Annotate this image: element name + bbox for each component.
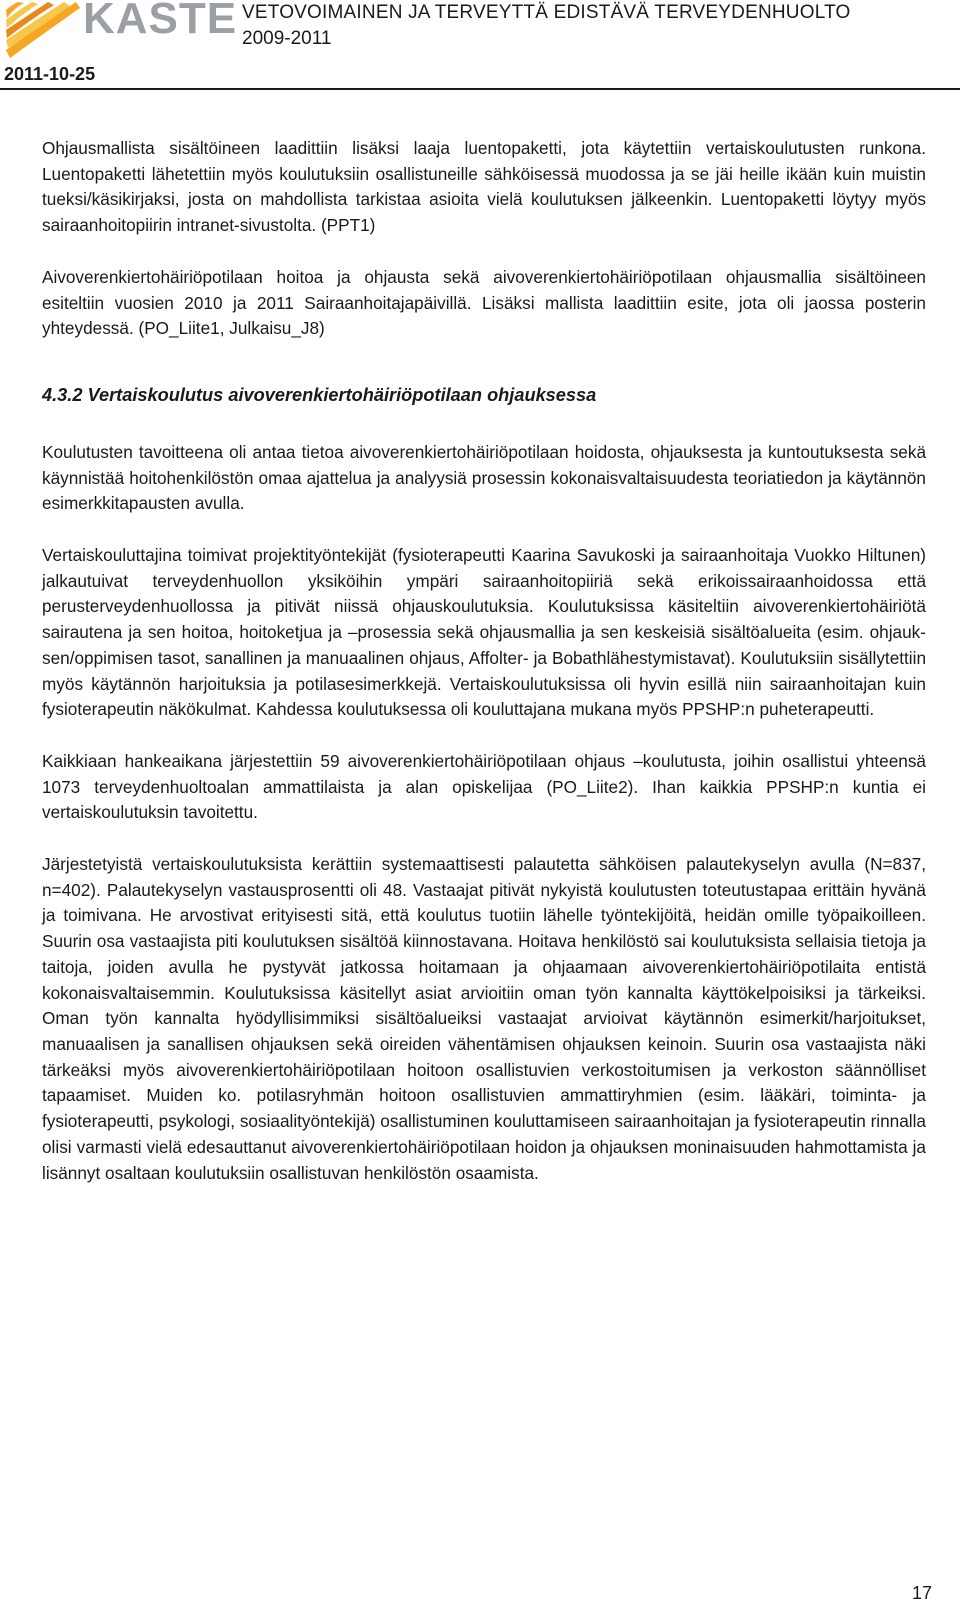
- paragraph-palaute: Järjestetyistä vertaiskoulutuksista kerättiin systemaattisesti palautetta sähköisen palautekyselyn avulla (N=837, n=402). Palautekyselyn vastausprosentti oli 48. Vastaajat pitivät nykyistä koulutusten toteutustapaa erittäin hyvänä ja toimivana. He arvostivat erityisesti sitä, että koulutus tuotiin lähelle työntekijöitä, heidän omille työpaikoilleen. Suurin osa vastaajista piti koulutuksen sisältöä kiinnostavana. Hoitava henkilöstö sai koulutuksista sellaisia tietoja ja taitoja, joiden avulla he pystyvät jatkossa hoitamaan ja ohjaamaan aivoverenkiertohäiriöpotilaita entistä kokonaisvaltaisemmin. Koulutuksissa käsitellyt asiat arvioitiin oman työn kannalta käyttökelpoisiksi ja tärkeiksi. Oman työn kannalta hyödyllisimmiksi sisältöalueiksi vastaajat arvioivat käytännön esimerkit/harjoitukset, manuaalisen ja sanallisen ohjauksen sekä oireiden vähentämisen ohjauksen keinoin. Suurin osa vastaajista näki tärkeäksi myös aivoverenkiertohäiriöpotilaan hoitoon osallistuvien verkostoitumisen ja verkoston säännölliset tapaamiset. Muiden ko. potilasryhmän hoitoon osallistuvien ammattiryhmien (esim. lääkäri, toiminta- ja fysioterapeutti, psykologi, sosiaalityöntekijä) osallistuminen kouluttamiseen sairaanhoitajan ja fysioterapeutin rinnalla olisi varmasti vielä edesauttanut aivoverenkiertohäiriöpotilaan hoidon ja ohjauksen moninaisuuden hahmottamista ja lisännyt osaltaan koulutuksiin osallistuvan henkilöstön osaamista.: [42, 854, 926, 1183]
- paragraph-tavoite: Koulutusten tavoitteena oli antaa tietoa aivoverenkiertohäiriöpotilaan hoidosta, ohjauksesta ja kuntoutuksesta sekä käynnistää hoitohenkilöstön omaa ajattelua ja analyysiä prosessin kokonaisvaltaisuudesta teoriatiedon ja käytännön esimerkkitapausten avulla.: [42, 441, 926, 514]
- paragraph-koulutusmaarat: Kaikkiaan hankeaikana järjestettiin 59 aivoverenkiertohäiriöpotilaan ohjaus –koulutusta, joihin osallistui yhteensä 1073 terveydenhuoltoalan ammattilaista ja alan opiskelijaa (PO_Liite2). Ihan kaikkia PPSHP:n kuntia ei vertaiskoulutuksin tavoitettu.: [42, 750, 926, 823]
- paragraph-luentopaketti: Ohjausmallista sisältöineen laadittiin lisäksi laaja luentopaketti, jota käytettiin vertaiskoulutusten runkona. Luentopaketti lähetettiin myös koulutuksiin osallistuneille sähköisessä muodossa ja se jäi heille ikään kuin muistin tueksi/käsikirjaksi, josta on mahdollista tarkistaa asioita vielä koulutuksen jälkeenkin. Luentopaketti löytyy myös sairaanhoitopiirin intranet-sivustolta. (PPT1): [42, 138, 926, 236]
- kaste-logo-icon: [4, 0, 84, 62]
- header-date: 2011-10-25: [4, 64, 96, 84]
- header-divider: [0, 88, 960, 90]
- paragraph-vertaiskouluttajat: Vertaiskouluttajina toimivat projektityöntekijät (fysioterapeutti Kaarina Savukoski ja sairaanhoitaja Vuokko Hiltunen) jalkautuivat terveydenhuollon yksiköihin ympäri sairaanhoitopiiriä sekä erikoissairaanhoidossa että perusterveydenhuollossa ja pitivät niissä ohjauskoulutuksia. Koulutuksissa käsiteltiin aivoverenkiertohäiriötä sairautena ja sen hoitoa, hoitoketjua ja –prosessia sekä ohjausmallia ja sen keskeisiä sisältöalueita (esim. ohjauksen/oppimisen tasot, sanallinen ja manuaalinen ohjaus, Affolter- ja Bobathlähestymistavat). Koulutuksiin sisällytettiin myös käytännön harjoituksia ja potilasesimerkkejä. Vertaiskoulutuksissa oli hyvin esillä niin sairaanhoitajan kuin fysioterapeutin näkökulmat. Kahdessa koulutuksessa oli kouluttajana mukana myös PPSHP:n puheterapeutti.: [42, 545, 926, 720]
- page-header: [0, 0, 960, 92]
- section-heading: 4.3.2 Vertaiskoulutus aivoverenkiertohäiriöpotilaan ohjauksessa: [42, 384, 597, 405]
- logo-text: KASTE: [83, 0, 238, 43]
- page-number: 17: [911, 1583, 932, 1603]
- document-body: [42, 136, 926, 1212]
- kaste-logo: [4, 0, 238, 62]
- header-years: 2009-2011: [242, 28, 332, 49]
- paragraph-sairaanhoitajapaivat: Aivoverenkiertohäiriöpotilaan hoitoa ja ohjausta sekä aivoverenkiertohäiriöpotilaan ohjausmallia sisältöineen esiteltiin vuosien 2010 ja 2011 Sairaanhoitajapäivillä. Lisäksi mallista laadittiin esite, jota oli jaossa posterin yhteydessä. (PO_Liite1, Julkaisu_J8): [42, 266, 926, 339]
- header-title: VETOVOIMAINEN JA TERVEYTTÄ EDISTÄVÄ TERVEYDENHUOLTO: [242, 2, 851, 23]
